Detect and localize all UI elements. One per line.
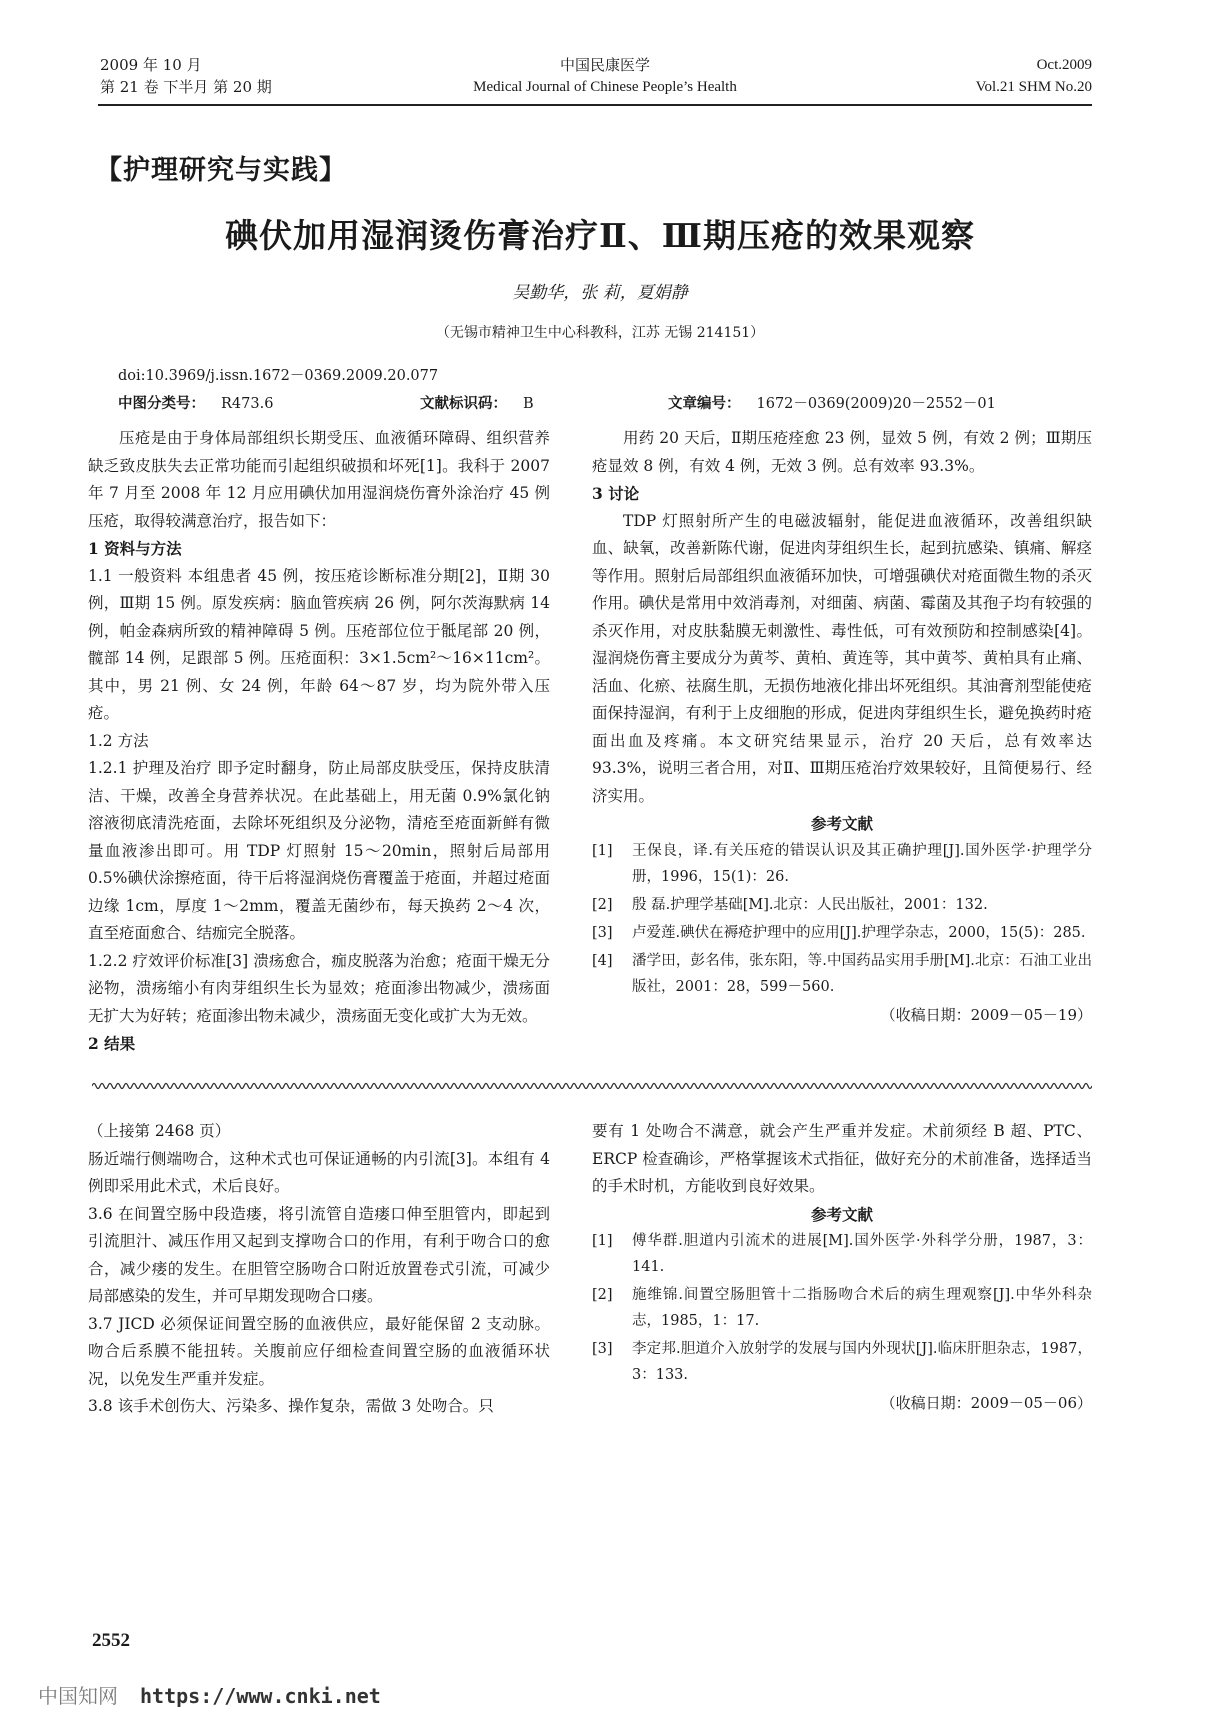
watermark-name: 中国知网 bbox=[38, 1684, 118, 1708]
right-column bbox=[592, 425, 1092, 1029]
lower-references-list bbox=[592, 1228, 1092, 1388]
reference-text: 潘学田，彭名伟，张东阳，等.中国药品实用手册[M].北京：石油工业出版社，2001：28，599－560. bbox=[632, 952, 1092, 995]
doc-code-label: 文献标识码： bbox=[420, 395, 507, 412]
reference-text: 殷 磊.护理学基础[M].北京：人民出版社，2001：132. bbox=[632, 896, 988, 913]
results-paragraph: 用药 20 天后，Ⅱ期压疮痊愈 23 例，显效 5 例，有效 2 例；Ⅲ期压疮显效 8 例，有效 4 例，无效 3 例。总有效率 93.3%。 bbox=[592, 429, 1092, 475]
paragraph-1-2-2: 1.2.2 疗效评价标准[3] 溃疡愈合，痂皮脱落为治愈；疮面干燥无分泌物，溃疡缩小有肉芽组织生长为显效；疮面渗出物减少，溃疡面无扩大为好转；疮面渗出物未减少，溃疡面无变化或扩大为无效。 bbox=[88, 951, 550, 1025]
affiliation: （无锡市精神卫生中心科教科，江苏 无锡 214151） bbox=[435, 325, 765, 341]
watermark-url[interactable]: https://www.cnki.net bbox=[140, 1684, 381, 1708]
doi: doi:10.3969/j.issn.1672－0369.2009.20.077 bbox=[118, 368, 439, 384]
paragraph-1-2-1: 1.2.1 护理及治疗 即予定时翻身，防止局部皮肤受压，保持皮肤清洁、干燥，改善全身营养状况。在此基础上，用无菌 0.9%氯化钠溶液彻底清洗疮面，去除坏死组织及分泌物，清疮至疮面新鲜有微量血液渗出即可。用 TDP 灯照射 15～20min，照射后局部用 0.5%碘伏涂擦疮面，待干后将湿润烧伤膏覆盖于疮面，并超过疮面边缘 1cm，厚度 1～2mm，覆盖无菌纱布，每天换药 2～4 次，直至疮面愈合、结痂完全脱落。 bbox=[88, 759, 550, 942]
reference-number: [1] bbox=[592, 842, 613, 859]
heading-methods: 1 资料与方法 bbox=[88, 539, 182, 558]
reference-number: [1] bbox=[592, 1233, 613, 1249]
reference-item bbox=[592, 1282, 1092, 1334]
header-date-en: Oct.2009 bbox=[1036, 57, 1092, 73]
clc-value: R473.6 bbox=[221, 396, 274, 412]
article-title: 碘伏加用湿润烫伤膏治疗Ⅱ、Ⅲ期压疮的效果观察 bbox=[225, 216, 975, 255]
lower-received-date: （收稿日期：2009－05－06） bbox=[880, 1394, 1092, 1412]
discussion-paragraph: TDP 灯照射所产生的电磁波辐射，能促进血液循环，改善组织缺血、缺氧，改善新陈代谢，促进肉芽组织生长，起到抗感染、镇痛、解痉等作用。照射后局部组织血液循环加快，可增强碘伏对疮面微生物的杀灭作用。碘伏是常用中效消毒剂，对细菌、病菌、霉菌及其孢子均有较强的杀灭作用，对皮肤黏膜无刺激性、毒性低，可有效预防和控制感染[4]。湿润烧伤膏主要成分为黄芩、黄柏、黄连等，其中黄芩、黄柏具有止痛、活血、化瘀、祛腐生肌，无损伤地液化排出坏死组织。其油膏剂型能使疮面保持湿润，有利于上皮细胞的形成，促进肉芽组织生长，避免换药时疮面出血及疼痛。本文研究结果显示，治疗 20 天后，总有效率达 93.3%，说明三者合用，对Ⅱ、Ⅲ期压疮治疗效果较好，且简便易行、经济实用。 bbox=[592, 511, 1092, 805]
intro-paragraph: 压疮是由于身体局部组织长期受压、血液循环障碍、组织营养缺乏致皮肤失去正常功能而引起组织破损和坏死[1]。我科于 2007 年 7 月至 2008 年 12 月应用碘伏加用湿润烧伤膏外涂治疗 45 例压疮，取得较满意治疗，报告如下： bbox=[88, 429, 550, 530]
paragraph-1-1: 1.1 一般资料 本组患者 45 例，按压疮诊断标准分期[2]，Ⅱ期 30 例，Ⅲ期 15 例。原发疾病：脑血管疾病 26 例，阿尔茨海默病 14 例，帕金森病所致的精神障碍 5 例。压疮部位位于骶尾部 20 例，髋部 14 例，足跟部 5 例。压疮面积：3×1.5cm²～16×11cm²。其中，男 21 例、女 24 例，年龄 64～87 岁，均为院外带入压疮。 bbox=[88, 566, 550, 722]
reference-number: [2] bbox=[592, 896, 613, 913]
reference-number: [3] bbox=[592, 924, 613, 941]
reference-text: 王保良，译.有关压疮的错误认识及其正确护理[J].国外医学·护理学分册，1996，15(1)：26. bbox=[632, 842, 1092, 885]
reference-item bbox=[592, 1228, 1092, 1280]
reference-text: 施维锦.间置空肠胆管十二指肠吻合术后的病生理观察[J].中华外科杂志，1985，1：17. bbox=[632, 1287, 1092, 1329]
lower-right-column bbox=[592, 1118, 1092, 1418]
lower-references-title: 参考文献 bbox=[810, 1204, 873, 1224]
article-no-value: 1672－0369(2009)20－2552－01 bbox=[756, 396, 996, 412]
lower-right-paragraph: 要有 1 处吻合不满意，就会产生严重并发症。术前须经 B 超、PTC、ERCP 检查确诊，严格掌握该术式指征，做好充分的术前准备，选择适当的手术时机，方能收到良好效果。 bbox=[592, 1122, 1093, 1195]
lower-paragraph-1: 肠近端行侧端吻合，这种术式也可保证通畅的内引流[3]。本组有 4 例即采用此术式，术后良好。 bbox=[88, 1149, 550, 1195]
received-date: （收稿日期：2009－05－19） bbox=[880, 1005, 1092, 1024]
clc-label: 中图分类号： bbox=[118, 395, 205, 412]
paragraph-3-7: 3.7 JICD 必须保证间置空肠的血液供应，最好能保留 2 支动脉。吻合后系膜不能扭转。关腹前应仔细检查间置空肠的血液循环状况，以免发生严重并发症。 bbox=[88, 1314, 550, 1388]
reference-text: 李定邦.胆道介入放射学的发展与国内外现状[J].临床肝胆杂志，1987，3：133. bbox=[632, 1341, 1092, 1383]
reference-item bbox=[592, 920, 1092, 946]
journal-name-cn: 中国民康医学 bbox=[559, 56, 650, 74]
reference-item bbox=[592, 892, 1092, 918]
left-column bbox=[88, 425, 550, 1058]
article-no-label: 文章编号： bbox=[668, 395, 741, 412]
reference-text: 卢爱莲.碘伏在褥疮护理中的应用[J].护理学杂志，2000，15(5)：285. bbox=[632, 924, 1086, 941]
reference-item bbox=[592, 838, 1092, 890]
doc-code-value: B bbox=[523, 396, 534, 412]
section-tag: 【护理研究与实践】 bbox=[95, 155, 347, 186]
reference-number: [3] bbox=[592, 1341, 613, 1357]
reference-item bbox=[592, 948, 1092, 1000]
reference-number: [4] bbox=[592, 952, 613, 969]
cnki-watermark bbox=[38, 1680, 381, 1709]
continued-note: （上接第 2468 页） bbox=[88, 1122, 231, 1140]
page-number: 2552 bbox=[92, 1630, 130, 1651]
heading-1-2: 1.2 方法 bbox=[88, 731, 149, 750]
header-left bbox=[100, 54, 272, 98]
references-list bbox=[592, 838, 1092, 1000]
paragraph-3-6: 3.6 在间置空肠中段造瘘，将引流管自造瘘口伸至胆管内，即起到引流胆汁、减压作用又起到支撑吻合口的作用，有利于吻合口的愈合，减少瘘的发生。在胆管空肠吻合口附近放置卷式引流，可减少局部感染的发生，并可早期发现吻合口瘘。 bbox=[88, 1204, 550, 1305]
lower-left-column bbox=[88, 1118, 550, 1421]
reference-text: 傅华群.胆道内引流术的进展[M].国外医学·外科学分册，1987，3：141. bbox=[632, 1233, 1092, 1275]
header-date: 2009 年 10 月 bbox=[100, 56, 202, 74]
header-volume-en: Vol.21 SHM No.20 bbox=[975, 79, 1092, 95]
header-right bbox=[976, 54, 1092, 98]
paragraph-3-8: 3.8 该手术创伤大、污染多、操作复杂，需做 3 处吻合。只 bbox=[88, 1397, 494, 1415]
reference-number: [2] bbox=[592, 1287, 613, 1303]
header-volume: 第 21 卷 下半月 第 20 期 bbox=[100, 78, 272, 96]
authors: 吴勤华，张 莉，夏娟静 bbox=[512, 283, 688, 303]
reference-item bbox=[592, 1336, 1092, 1388]
header-center bbox=[380, 54, 830, 98]
journal-name-en: Medical Journal of Chinese People’s Health bbox=[473, 79, 737, 95]
heading-discussion: 3 讨论 bbox=[592, 484, 640, 503]
references-title: 参考文献 bbox=[810, 814, 873, 833]
header-rule bbox=[98, 104, 1092, 106]
heading-results: 2 结果 bbox=[88, 1034, 136, 1053]
wavy-separator bbox=[92, 1080, 1092, 1092]
